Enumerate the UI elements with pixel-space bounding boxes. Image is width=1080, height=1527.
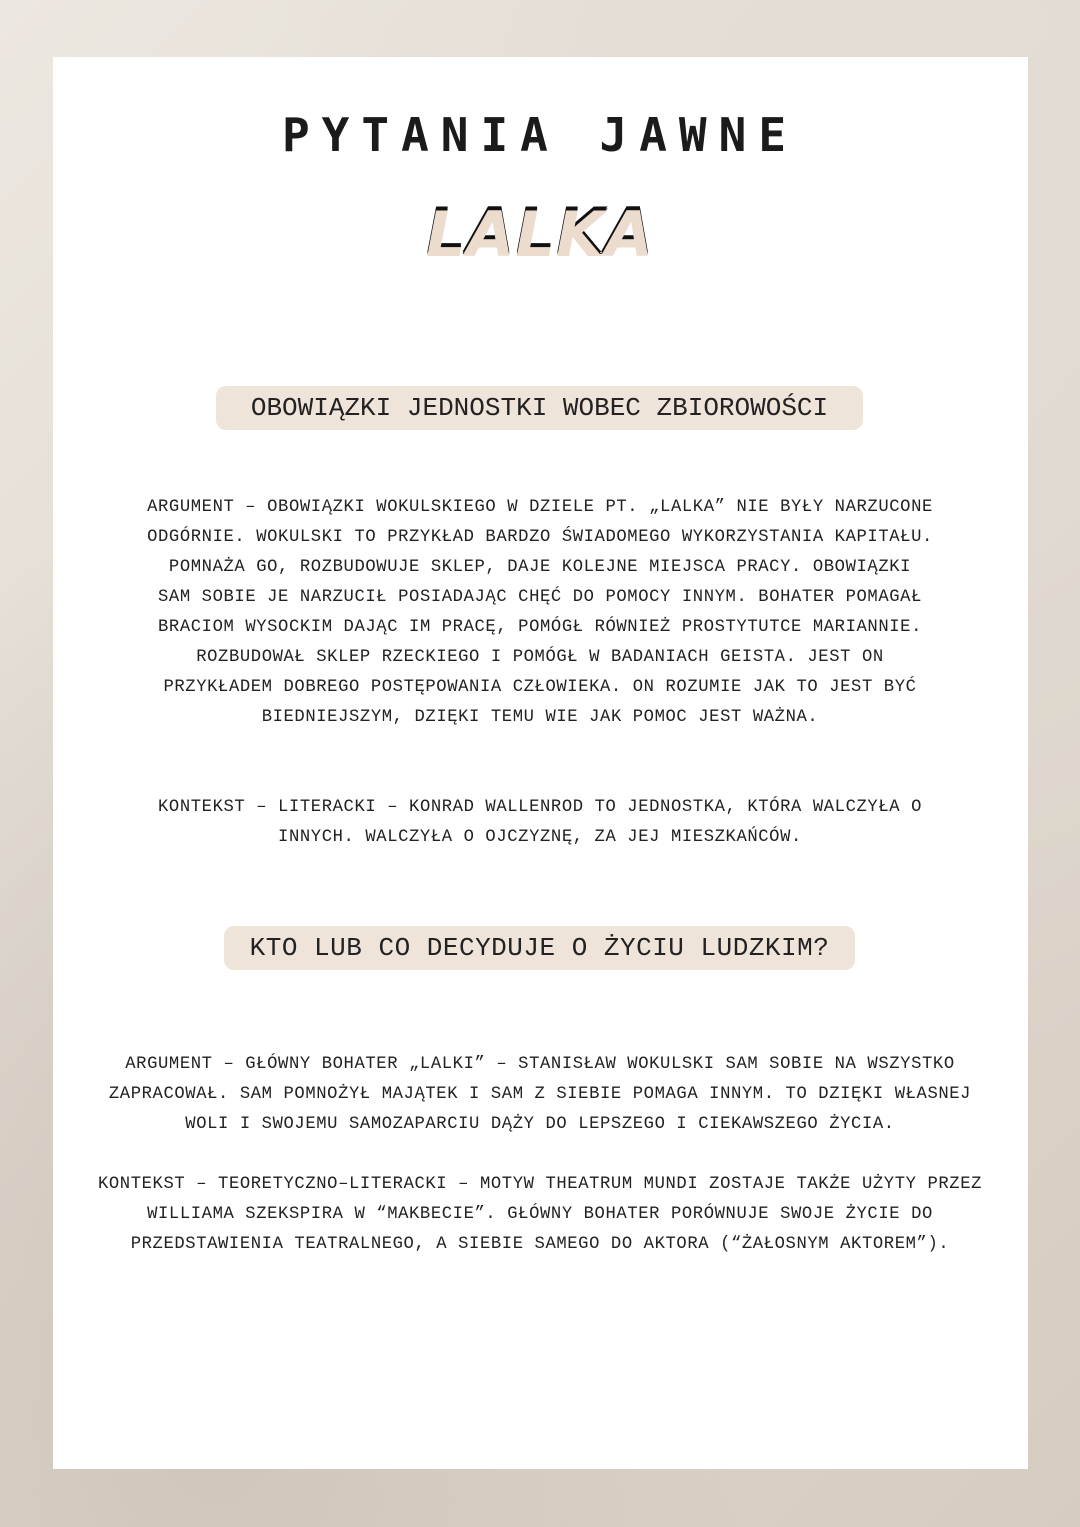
- argument-paragraph-life: [0, 1050, 1080, 1140]
- page-title: PYTANIA JAWNE: [281, 108, 799, 162]
- text-line: ARGUMENT – OBOWIĄZKI WOKULSKIEGO W DZIELE PT. „LALKA” NIE BYŁY NARZUCONE: [147, 498, 933, 517]
- context-paragraph-duties: [0, 793, 1080, 853]
- text-line: BRACIOM WYSOCKIM DAJĄC IM PRACĘ, POMÓGŁ RÓWNIEŻ PROSTYTUTCE MARIANNIE.: [158, 618, 922, 637]
- section-heading-duties: OBOWIĄZKI JEDNOSTKI WOBEC ZBIOROWOŚCI: [216, 386, 863, 430]
- text-line: SAM SOBIE JE NARZUCIŁ POSIADAJĄC CHĘĆ DO POMOCY INNYM. BOHATER POMAGAŁ: [158, 588, 922, 607]
- context-paragraph-life: [0, 1170, 1080, 1260]
- text-line: ZAPRACOWAŁ. SAM POMNOŻYŁ MAJĄTEK I SAM Z SIEBIE POMAGA INNYM. TO DZIĘKI WŁASNEJ: [108, 1085, 972, 1104]
- text-line: INNYCH. WALCZYŁA O OJCZYZNĘ, ZA JEJ MIESZKAŃCÓW.: [278, 828, 802, 847]
- text-line: PRZYKŁADEM DOBREGO POSTĘPOWANIA CZŁOWIEKA. ON ROZUMIE JAK TO JEST BYĆ: [163, 678, 917, 697]
- text-line: ARGUMENT – GŁÓWNY BOHATER „LALKI” – STANISŁAW WOKULSKI SAM SOBIE NA WSZYSTKO: [125, 1055, 955, 1074]
- text-line: KONTEKST – TEORETYCZNO–LITERACKI – MOTYW THEATRUM MUNDI ZOSTAJE TAKŻE UŻYTY PRZEZ: [97, 1175, 983, 1194]
- argument-paragraph-duties: [0, 493, 1080, 733]
- text-line: POMNAŻA GO, ROZBUDOWUJE SKLEP, DAJE KOLEJNE MIEJSCA PRACY. OBOWIĄZKI: [168, 558, 912, 577]
- section-heading-life: KTO LUB CO DECYDUJE O ŻYCIU LUDZKIM?: [224, 926, 855, 970]
- text-line: BIEDNIEJSZYM, DZIĘKI TEMU WIE JAK POMOC JEST WAŻNA.: [261, 708, 819, 727]
- text-line: WOLI I SWOJEMU SAMOZAPARCIU DĄŻY DO LEPSZEGO I CIEKAWSZEGO ŻYCIA.: [185, 1115, 895, 1134]
- text-line: ODGÓRNIE. WOKULSKI TO PRZYKŁAD BARDZO ŚWIADOMEGO WYKORZYSTANIA KAPITAŁU.: [147, 528, 933, 547]
- page-subtitle: LALKA: [425, 198, 655, 271]
- text-line: PRZEDSTAWIENIA TEATRALNEGO, A SIEBIE SAMEGO DO AKTORA (“ŻAŁOSNYM AKTOREM”).: [130, 1235, 950, 1254]
- text-line: WILLIAMA SZEKSPIRA W “MAKBECIE”. GŁÓWNY BOHATER PORÓWNUJE SWOJE ŻYCIE DO: [147, 1205, 933, 1224]
- text-line: KONTEKST – LITERACKI – KONRAD WALLENROD TO JEDNOSTKA, KTÓRA WALCZYŁA O: [158, 798, 922, 817]
- text-line: ROZBUDOWAŁ SKLEP RZECKIEGO I POMÓGŁ W BADANIACH GEISTA. JEST ON: [196, 648, 884, 667]
